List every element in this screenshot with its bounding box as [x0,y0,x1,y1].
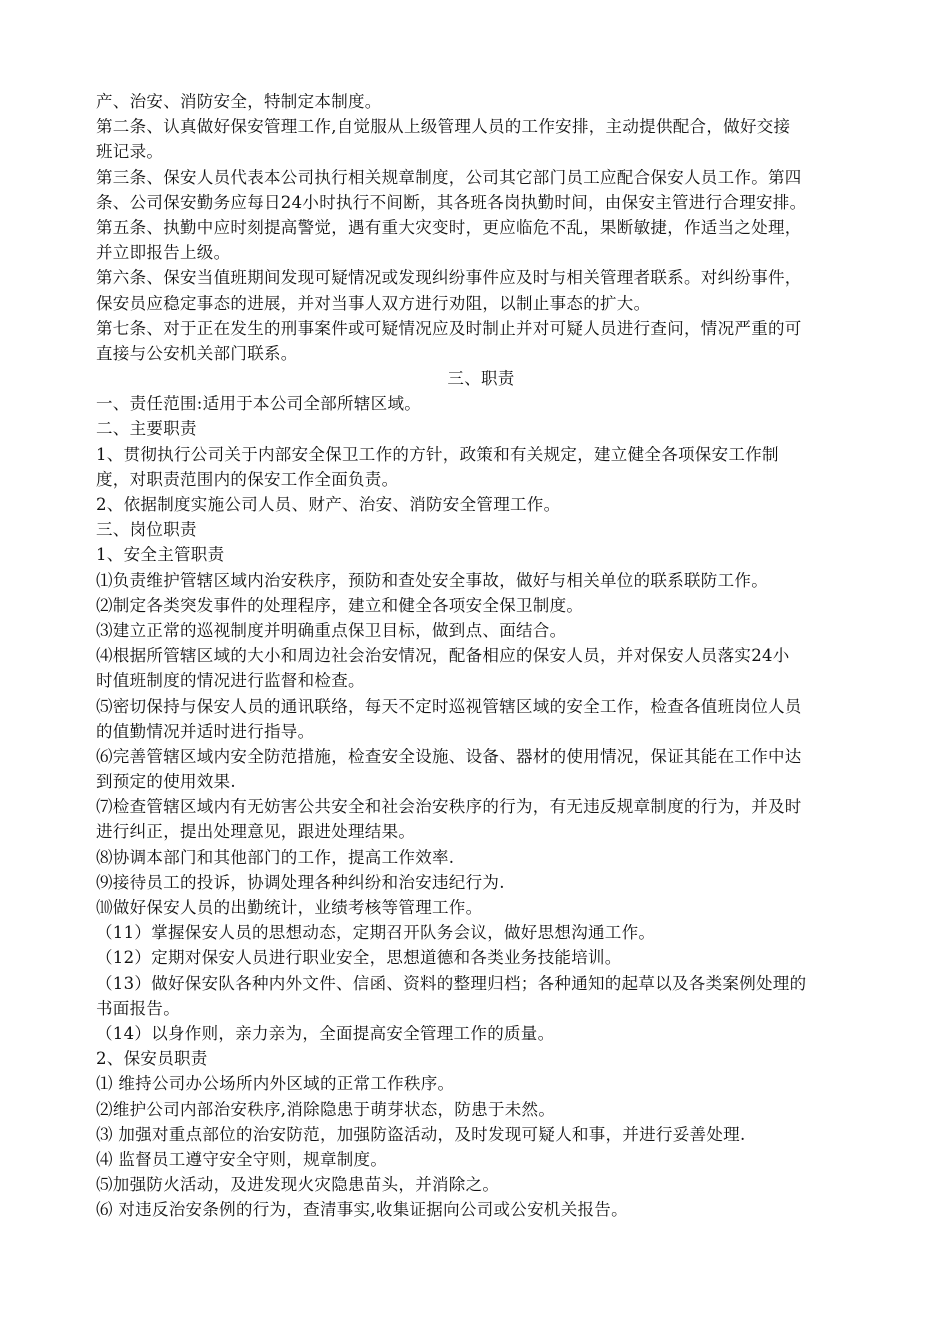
paragraph-line: 第二条、认真做好保安管理工作,自觉服从上级管理人员的工作安排，主动提供配合，做好交接 [96,117,791,137]
paragraph-line: 书面报告。 [96,998,180,1018]
paragraph-line: 第七条、对于正在发生的刑事案件或可疑情况应及时制止并对可疑人员进行查问，情况严重的可 [96,318,802,338]
paragraph-line: 条、公司保安勤务应每日24小时执行不间断，其各班各岗执勤时间，由保安主管进行合理安排。 [96,192,807,212]
paragraph-line: 三、岗位职责 [96,520,197,540]
paragraph-line: 第六条、保安当值班期间发现可疑情况或发现纠纷事件应及时与相关管理者联系。对纠纷事件， [96,268,802,288]
paragraph-line: （14）以身作则，亲力亲为，全面提高安全管理工作的质量。 [96,1023,555,1043]
paragraph-line: ⑴ 维持公司办公场所内外区域的正常工作秩序。 [96,1074,455,1094]
paragraph-line: 产、治安、消防安全，特制定本制度。 [96,92,382,111]
paragraph-line: 到预定的使用效果. [96,772,236,792]
paragraph-line: 直接与公安机关部门联系。 [96,343,298,363]
paragraph-line: ⑴负责维护管辖区域内治安秩序，预防和查处安全事故，做好与相关单位的联系联防工作。 [96,570,768,590]
paragraph-line: 并立即报告上级。 [96,243,231,263]
paragraph-line: 一、责任范围:适用于本公司全部所辖区域。 [96,394,422,414]
paragraph-line: 第五条、执勤中应时刻提高警觉，遇有重大灾变时，更应临危不乱，果断敏捷，作适当之处理， [96,217,802,237]
paragraph-line: ⑵维护公司内部治安秩序,消除隐患于萌芽状态，防患于未然。 [96,1099,556,1119]
paragraph-line: ⑸加强防火活动，及进发现火灾隐患苗头，并消除之。 [96,1175,500,1195]
paragraph-line: ⑸密切保持与保安人员的通讯联络，每天不定时巡视管辖区域的安全工作，检查各值班岗位人员 [96,696,802,716]
paragraph-line: 保安员应稳定事态的进展，并对当事人双方进行劝阻，以制止事态的扩大。 [96,293,651,313]
paragraph-line: ⑹完善管辖区域内安全防范措施，检查安全设施、设备、器材的使用情况，保证其能在工作中达 [96,746,802,766]
paragraph-line: 进行纠正，提出处理意见，跟进处理结果。 [96,822,416,842]
paragraph-line: 2、保安员职责 [96,1049,208,1069]
paragraph-line: ⑶建立正常的巡视制度并明确重点保卫目标，做到点、面结合。 [96,620,567,640]
paragraph-line: 的值勤情况并适时进行指导。 [96,721,315,741]
paragraph-line: 时值班制度的情况进行监督和检查。 [96,671,365,691]
paragraph-line: 第三条、保安人员代表本公司执行相关规章制度，公司其它部门员工应配合保安人员工作。第四 [96,167,802,187]
section-heading: 三、职责 [447,369,515,389]
paragraph-line: （12）定期对保安人员进行职业安全，思想道德和各类业务技能培训。 [96,948,622,968]
paragraph-line: （11）掌握保安人员的思想动态，定期召开队务会议，做好思想沟通工作。 [96,923,656,943]
paragraph-line: 二、主要职责 [96,419,197,439]
paragraph-line: （13）做好保安队各种内外文件、信函、资料的整理归档；各种通知的起草以及各类案例处理的 [96,973,807,993]
paragraph-line: ⑵制定各类突发事件的处理程序，建立和健全各项安全保卫制度。 [96,595,584,615]
paragraph-line: 班记录。 [96,142,164,162]
paragraph-line: ⑶ 加强对重点部位的治安防范，加强防盗活动，及时发现可疑人和事，并进行妥善处理. [96,1124,746,1144]
document-body [96,89,866,1222]
paragraph-line: ⑺检查管辖区域内有无妨害公共安全和社会治安秩序的行为，有无违反规章制度的行为，并及时 [96,797,802,817]
paragraph-line: 度，对职责范围内的保安工作全面负责。 [96,469,399,489]
paragraph-line: ⑹ 对违反治安条例的行为，查清事实,收集证据向公司或公安机关报告。 [96,1200,628,1220]
paragraph-line: 2、依据制度实施公司人员、财产、治安、消防安全管理工作。 [96,495,561,514]
paragraph-line: ⑽做好保安人员的出勤统计，业绩考核等管理工作。 [96,898,483,917]
paragraph-line: ⑼接待员工的投诉，协调处理各种纠纷和治安违纪行为. [96,872,505,892]
paragraph-line: ⑻协调本部门和其他部门的工作，提高工作效率. [96,847,455,867]
paragraph-line: 1、贯彻执行公司关于内部安全保卫工作的方针，政策和有关规定，建立健全各项保安工作制 [96,444,779,464]
paragraph-line: ⑷根据所管辖区域的大小和周边社会治安情况，配备相应的保安人员，并对保安人员落实24小 [96,646,790,666]
paragraph-line: ⑷ 监督员工遵守安全守则，规章制度。 [96,1149,388,1169]
paragraph-line: 1、安全主管职责 [96,545,225,565]
